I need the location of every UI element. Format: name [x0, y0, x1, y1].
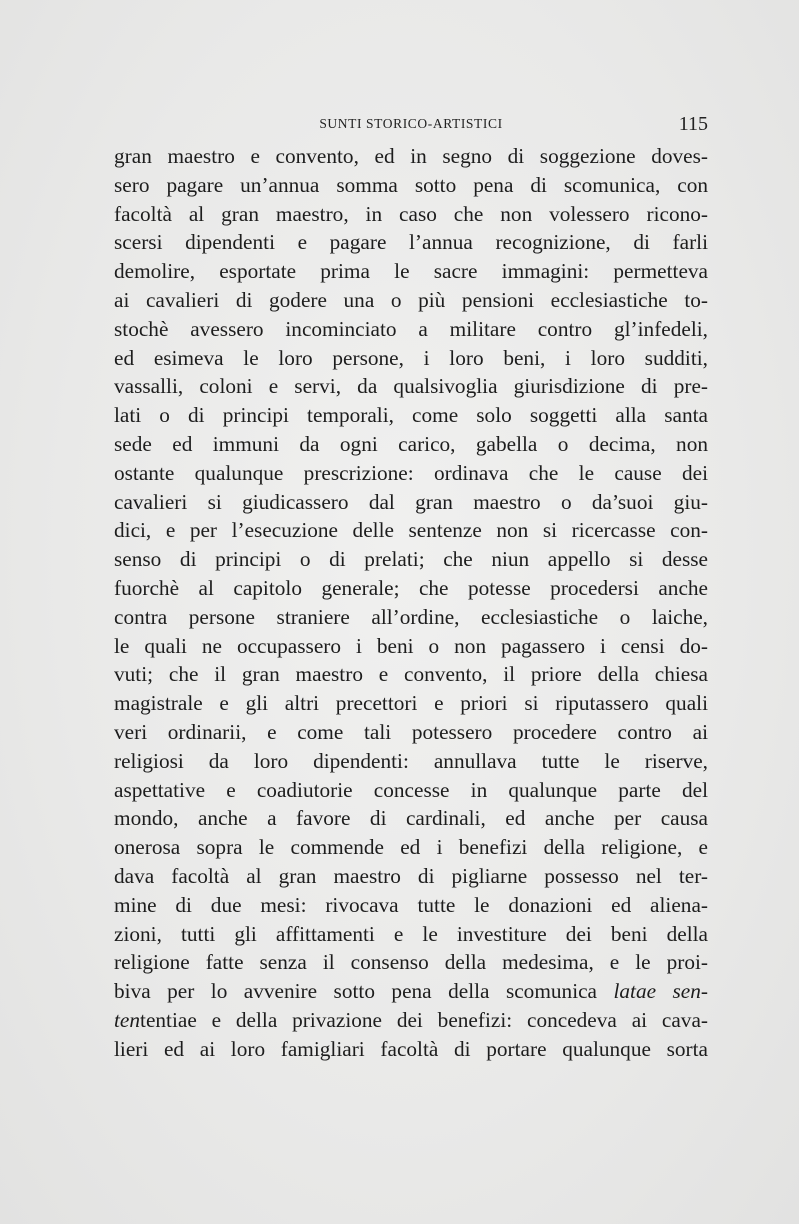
body-text [114, 142, 708, 1064]
text-line-5: demolire, esportate prima le sacre immagini: permetteva [114, 259, 708, 284]
italic-phrase-tentiae: ten [114, 1007, 141, 1032]
text-line-16: fuorchè al capitolo generale; che potesse procedersi anche [114, 575, 708, 600]
text-line-26: dava facoltà al gran maestro di pigliarne possesso nel ter- [114, 863, 708, 888]
text-line-22: religiosi da loro dipendenti: annullava tutte le riserve, [114, 748, 708, 773]
text-line-20: magistrale e gli altri precettori e priori si riputassero quali [114, 691, 708, 716]
text-line-32: lieri ed ai loro famigliari facoltà di portare qualunque sorta [114, 1036, 708, 1061]
text-line-27: mine di due mesi: rivocava tutte le donazioni ed aliena- [114, 892, 708, 917]
text-line-12: ostante qualunque prescrizione: ordinava che le cause dei [114, 460, 708, 485]
text-line-28: zioni, tutti gli affittamenti e le investiture dei beni della [114, 921, 708, 946]
text-line-8: ed esimeva le loro persone, i loro beni, i loro sudditi, [114, 345, 708, 370]
text-line-1: gran maestro e convento, ed in segno di soggezione doves- [114, 144, 708, 168]
text-line-18: le quali ne occupassero i beni o non pagassero i censi do- [114, 633, 708, 658]
page-header [114, 113, 708, 140]
text-line-24: mondo, anche a favore di cardinali, ed anche per causa [114, 806, 708, 831]
text-line-7: stochè avessero incominciato a militare contro gl’infedeli, [114, 316, 708, 341]
text-line-13: cavalieri si giudicassero dal gran maestro o da’suoi giu- [114, 489, 708, 514]
text-line-31 [114, 1006, 708, 1035]
text-line-15: senso di principi o di prelati; che niun appello si desse [114, 547, 708, 572]
italic-phrase-latae: latae sen- [613, 979, 708, 1004]
text-line-25: onerosa sopra le commende ed i benefizi della religione, e [114, 835, 708, 860]
text-line-29: religione fatte senza il consenso della medesima, e le proi- [114, 950, 708, 975]
text-line-14: dici, e per l’esecuzione delle sentenze non si ricercasse con- [114, 518, 708, 543]
text-line-9: vassalli, coloni e servi, da qualsivoglia giurisdizione di pre- [114, 374, 708, 399]
text-line-19: vuti; che il gran maestro e convento, il priore della chiesa [114, 662, 708, 687]
text-line-2: sero pagare un’annua somma sotto pena di scomunica, con [114, 172, 708, 197]
text-line-10: lati o di principi temporali, come solo soggetti alla santa [114, 403, 708, 428]
text-line-31-roman: tentiae e della privazione dei benefizi: concedeva ai cava- [140, 1007, 708, 1032]
text-line-6: ai cavalieri di godere una o più pensioni ecclesiastiche to- [114, 287, 708, 312]
text-line-23: aspettative e coadiutorie concesse in qualunque parte del [114, 777, 708, 802]
text-line-30 [114, 977, 708, 1006]
running-head: SUNTI STORICO-ARTISTICI [319, 116, 503, 131]
text-line-21: veri ordinarii, e come tali potessero procedere contro ai [114, 719, 708, 744]
page-number: 115 [678, 113, 708, 135]
text-line-30-roman: biva per lo avvenire sotto pena della scomunica [114, 979, 598, 1004]
text-line-3: facoltà al gran maestro, in caso che non volessero ricono- [114, 201, 708, 226]
text-line-17: contra persone straniere all’ordine, ecclesiastiche o laiche, [114, 604, 708, 629]
text-line-4: scersi dipendenti e pagare l’annua recognizione, di farli [114, 230, 708, 255]
text-line-11: sede ed immuni da ogni carico, gabella o decima, non [114, 431, 708, 456]
